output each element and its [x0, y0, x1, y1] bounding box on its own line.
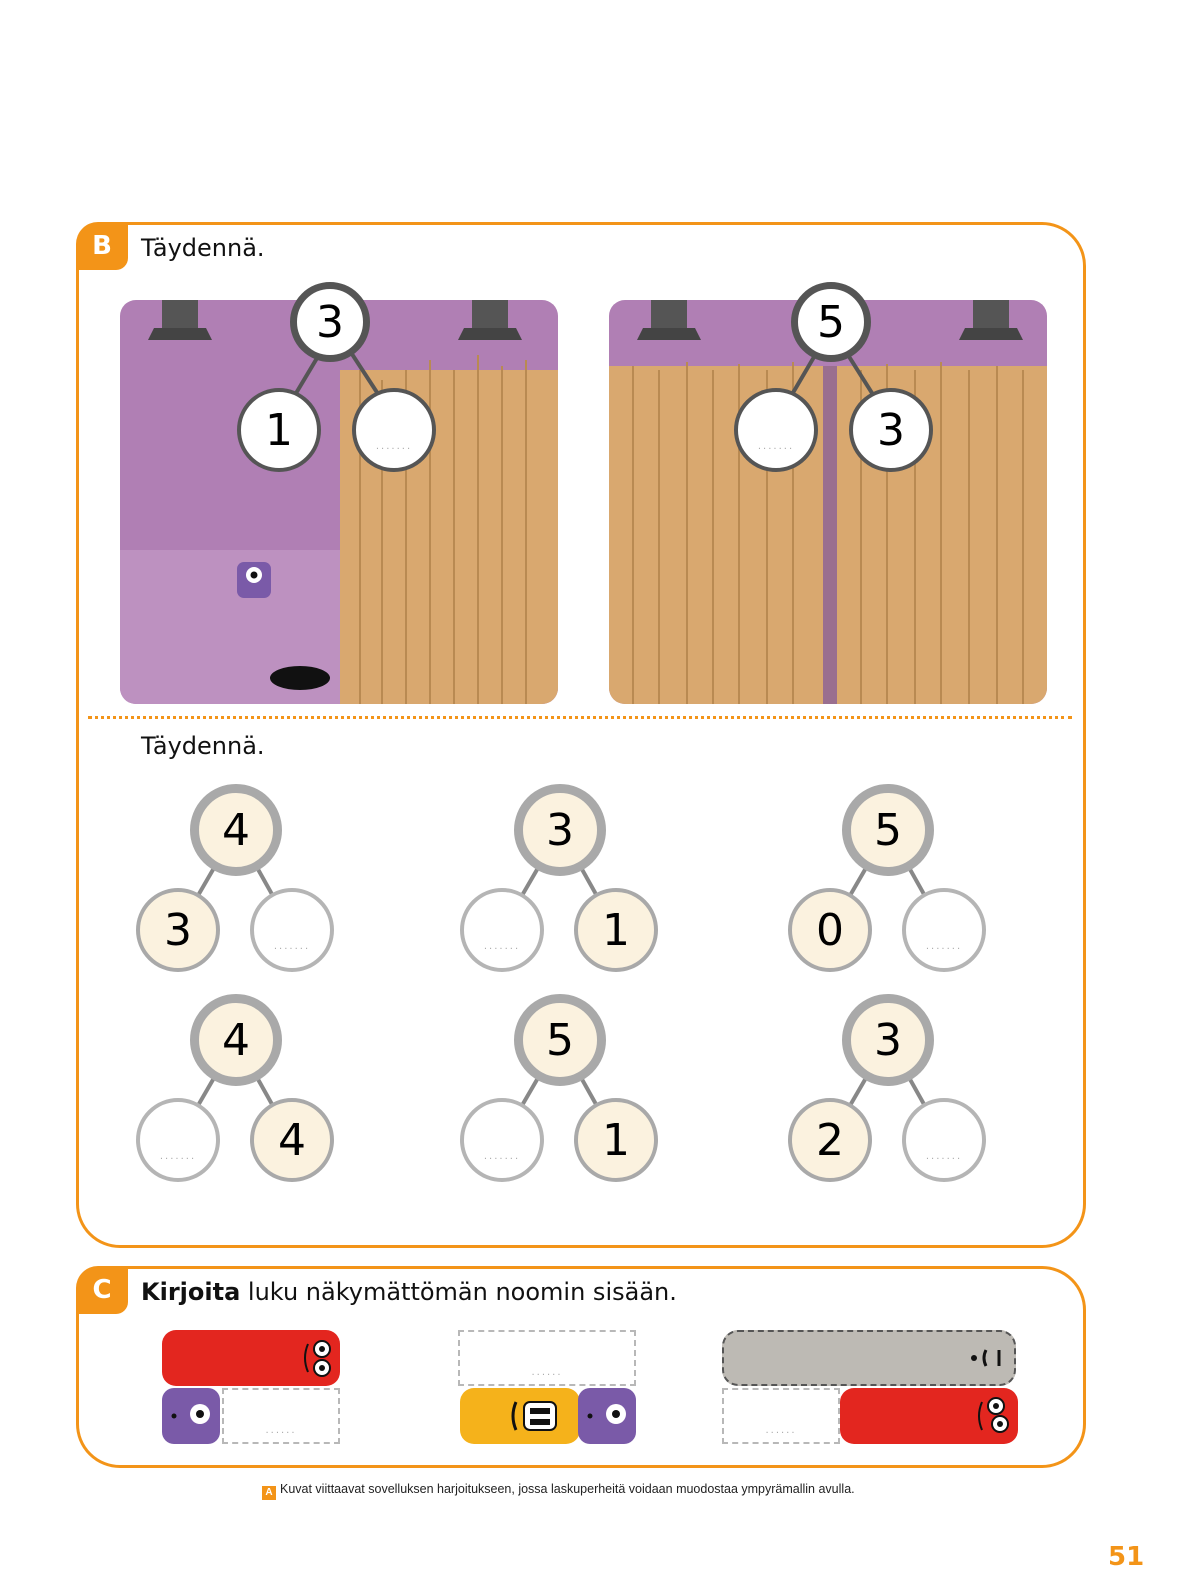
red-noom-1	[162, 1330, 340, 1386]
grey-noom	[722, 1330, 1016, 1386]
tree-6-total-circle	[842, 994, 934, 1086]
section-c-instruction-bold: Kirjoita	[141, 1278, 241, 1306]
scene-1-left-value: 1	[265, 404, 293, 456]
scene-1-right-answer-circle[interactable]: .......	[352, 388, 436, 472]
section-b-label: B	[76, 222, 128, 270]
page-number: 51	[1108, 1542, 1145, 1572]
tree-2-right-circle	[574, 888, 658, 972]
red-noom-2	[840, 1388, 1018, 1444]
tree-3-total-circle-value: 5	[874, 804, 902, 856]
tree-5-total-circle	[514, 994, 606, 1086]
eyes-icon	[302, 1338, 332, 1378]
tree-1-left-circle-value: 3	[164, 904, 192, 956]
tree-3-right-circle[interactable]: .......	[902, 888, 986, 972]
footnote-badge: A	[262, 1486, 276, 1500]
scene-1-total-value: 3	[316, 296, 344, 348]
tree-2-total-circle-value: 3	[546, 804, 574, 856]
tree-5-left-circle[interactable]: .......	[460, 1098, 544, 1182]
section-b-instruction-2: Täydennä.	[141, 732, 265, 760]
section-divider	[88, 716, 1072, 719]
tree-1-total-circle	[190, 784, 282, 876]
tree-3-total-circle	[842, 784, 934, 876]
answer-box-1[interactable]: ......	[222, 1388, 340, 1444]
tree-4-total-circle-value: 4	[222, 1014, 250, 1066]
tree-6-left-circle-value: 2	[816, 1114, 844, 1166]
tree-2-left-circle[interactable]: .......	[460, 888, 544, 972]
scene-2-right-circle	[849, 388, 933, 472]
yellow-noom	[460, 1388, 580, 1444]
purple-noom-2	[578, 1388, 636, 1444]
tree-4-right-circle-value: 4	[278, 1114, 306, 1166]
tree-1-right-circle[interactable]: .......	[250, 888, 334, 972]
scene-2-left-answer-circle[interactable]: .......	[734, 388, 818, 472]
section-b-instruction: Täydennä.	[141, 234, 265, 262]
section-c-instruction	[141, 1278, 677, 1306]
tree-2-right-circle-value: 1	[602, 904, 630, 956]
section-c-instruction-rest: luku näkymättömän noomin sisään.	[240, 1278, 677, 1306]
scene-1-total-circle	[290, 282, 370, 362]
scene-2-total-value: 5	[817, 296, 845, 348]
answer-box-2[interactable]: ......	[458, 1330, 636, 1386]
scene-2-right-value: 3	[877, 404, 905, 456]
answer-box-3[interactable]: ......	[722, 1388, 840, 1444]
footnote-text: Kuvat viittaavat sovelluksen harjoitukseen, jossa laskuperheitä voidaan muodostaa ympyrämallin avulla.	[280, 1482, 855, 1496]
tree-1-total-circle-value: 4	[222, 804, 250, 856]
tree-5-total-circle-value: 5	[546, 1014, 574, 1066]
scene-2-total-circle	[791, 282, 871, 362]
footnote	[262, 1482, 855, 1500]
tree-1-left-circle	[136, 888, 220, 972]
tree-6-right-circle[interactable]: .......	[902, 1098, 986, 1182]
tree-3-left-circle	[788, 888, 872, 972]
eyes-icon	[976, 1394, 1010, 1438]
purple-noom-1	[162, 1388, 220, 1444]
tree-4-right-circle	[250, 1098, 334, 1182]
tree-6-left-circle	[788, 1098, 872, 1182]
tree-3-left-circle-value: 0	[816, 904, 844, 956]
section-c-label: C	[76, 1266, 128, 1314]
tree-5-right-circle-value: 1	[602, 1114, 630, 1166]
tree-4-left-circle[interactable]: .......	[136, 1098, 220, 1182]
tree-4-total-circle	[190, 994, 282, 1086]
scene-1-left-circle	[237, 388, 321, 472]
tree-5-right-circle	[574, 1098, 658, 1182]
tree-2-total-circle	[514, 784, 606, 876]
tree-6-total-circle-value: 3	[874, 1014, 902, 1066]
